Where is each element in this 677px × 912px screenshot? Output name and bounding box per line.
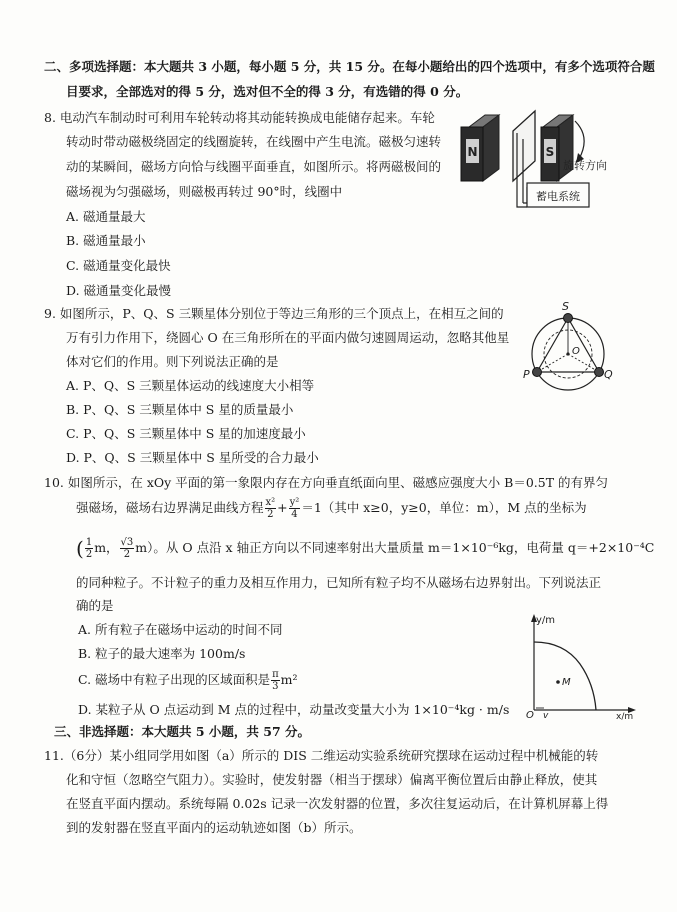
q9-three-star-figure	[518, 298, 618, 398]
star-q-label: Q	[604, 368, 613, 381]
q10-stem-line4: 的同种粒子。不计粒子的重力及相互作用力，已知所有粒子均不从磁场右边界射出。下列说法正	[76, 575, 602, 590]
q9-option-b: B. P、Q、S 三颗星体中 S 星的质量最小	[66, 402, 294, 417]
q10-stem-line1: 10. 如图所示，在 xOy 平面的第一象限内存在方向垂直纸面向里、磁感应强度大小 B＝0.5T 的有界匀	[44, 475, 609, 490]
q11-stem-line2: 化和守恒（忽略空气阻力）。实验时，使发射器（相当于摆球）偏离平衡位置后由静止释放，使其	[66, 772, 598, 787]
q8-stem-line3: 动的某瞬间，磁场方向恰与线圈平面垂直，如图所示。将两磁极间的	[66, 159, 442, 174]
q8-stem-line4: 磁场视为匀强磁场，则磁极再转过 90°时，线圈中	[66, 184, 343, 199]
q8-generator-figure	[455, 103, 625, 213]
q9-option-a: A. P、Q、S 三颗星体运动的线速度大小相等	[66, 378, 315, 393]
q9-stem-line2: 万有引力作用下，绕圆心 O 在三角形所在的平面内做匀速圆周运动，忽略其他星	[66, 330, 510, 345]
section3-title: 三、非选择题：本大题共 5 小题，共 57 分。	[54, 724, 311, 739]
x-axis-label: x/m	[616, 712, 634, 720]
q10-stem-line2: 强磁场，磁场右边界满足曲线方程 $\frac{\text{x²}}{2}$ + $\frac{\text{y²}}{4}$ ＝1（其中 x≥0，y≥0，单位：m），M 点的坐标为	[76, 497, 587, 520]
velocity-v-label: v	[543, 711, 549, 720]
q10-option-c: C. 磁场中有粒子出现的区域面积是 $\frac{\pi}{3}$ m²	[78, 669, 298, 692]
q8-stem-line1: 8. 电动汽车制动时可利用车轮转动将其动能转换成电能储存起来。车轮	[44, 110, 435, 125]
q8-option-d: D. 磁通量变化最慢	[66, 283, 172, 298]
y-axis-label: y/m	[536, 615, 556, 626]
q11-stem-line4: 到的发射器在竖直平面内的运动轨迹如图（b）所示。	[66, 820, 362, 835]
q8-option-a: A. 磁通量最大	[66, 209, 146, 224]
section2-title: 二、多项选择题：本大题共 3 小题，每小题 5 分，共 15 分。在每小题给出的四个选项中，有多个选项符合题	[44, 59, 655, 74]
star-p-label: P	[523, 368, 530, 381]
q8-stem-line2: 转动时带动磁极绕固定的线圈旋转，在线圈中产生电流。磁极匀速转	[66, 134, 442, 149]
q10-option-b: B. 粒子的最大速率为 100m/s	[78, 646, 246, 661]
q11-stem-line1: 11.（6分）某小组同学用如图（a）所示的 DIS 二维运动实验系统研究摆球在运动过程中机械能的转	[44, 748, 599, 763]
q10-option-a: A. 所有粒子在磁场中运动的时间不同	[78, 622, 283, 637]
q9-option-d: D. P、Q、S 三颗星体中 S 星所受的合力最小	[66, 450, 319, 465]
q8-option-c: C. 磁通量变化最快	[66, 258, 171, 273]
q9-stem-line3: 体对它们的作用。则下列说法正确的是	[66, 354, 279, 369]
q10-magnetic-field-figure	[520, 612, 640, 720]
q10-option-d: D. 某粒子从 O 点运动到 M 点的过程中，动量改变量大小为 1×10⁻⁴kg · m/s	[78, 702, 510, 717]
section2-title-cont: 目要求，全部选对的得 5 分，选对但不全的得 3 分，有选错的得 0 分。	[66, 84, 469, 99]
q8-option-b: B. 磁通量最小	[66, 233, 146, 248]
rotation-direction-label: 旋转方向	[563, 159, 607, 172]
q11-stem-line3: 在竖直平面内摆动。系统每隔 0.02s 记录一次发射器的位置，多次往复运动后，在计算机屏幕上得	[66, 796, 609, 811]
q10-stem-line5: 确的是	[76, 598, 114, 613]
q9-stem-line1: 9. 如图所示，P、Q、S 三颗星体分别位于等边三角形的三个顶点上，在相互之间的	[44, 306, 504, 321]
center-o-label: O	[572, 346, 580, 357]
storage-system-label: 蓄电系统	[536, 190, 580, 203]
magnet-n-label: N	[467, 145, 478, 159]
magnet-s-label: S	[545, 145, 555, 159]
star-s-label: S	[562, 300, 569, 313]
point-m-label: M	[562, 677, 571, 688]
origin-o-label: O	[526, 710, 534, 720]
q10-stem-line3: ( $\frac{1}{2}$ m， $\frac{√3}{2}$ m）。从 O 点沿 x 轴正方向以不同速率射出大量质量 m＝1×10⁻⁶kg，电荷量 q＝+2×10⁻⁴C	[76, 536, 655, 561]
q9-option-c: C. P、Q、S 三颗星体中 S 星的加速度最小	[66, 426, 306, 441]
